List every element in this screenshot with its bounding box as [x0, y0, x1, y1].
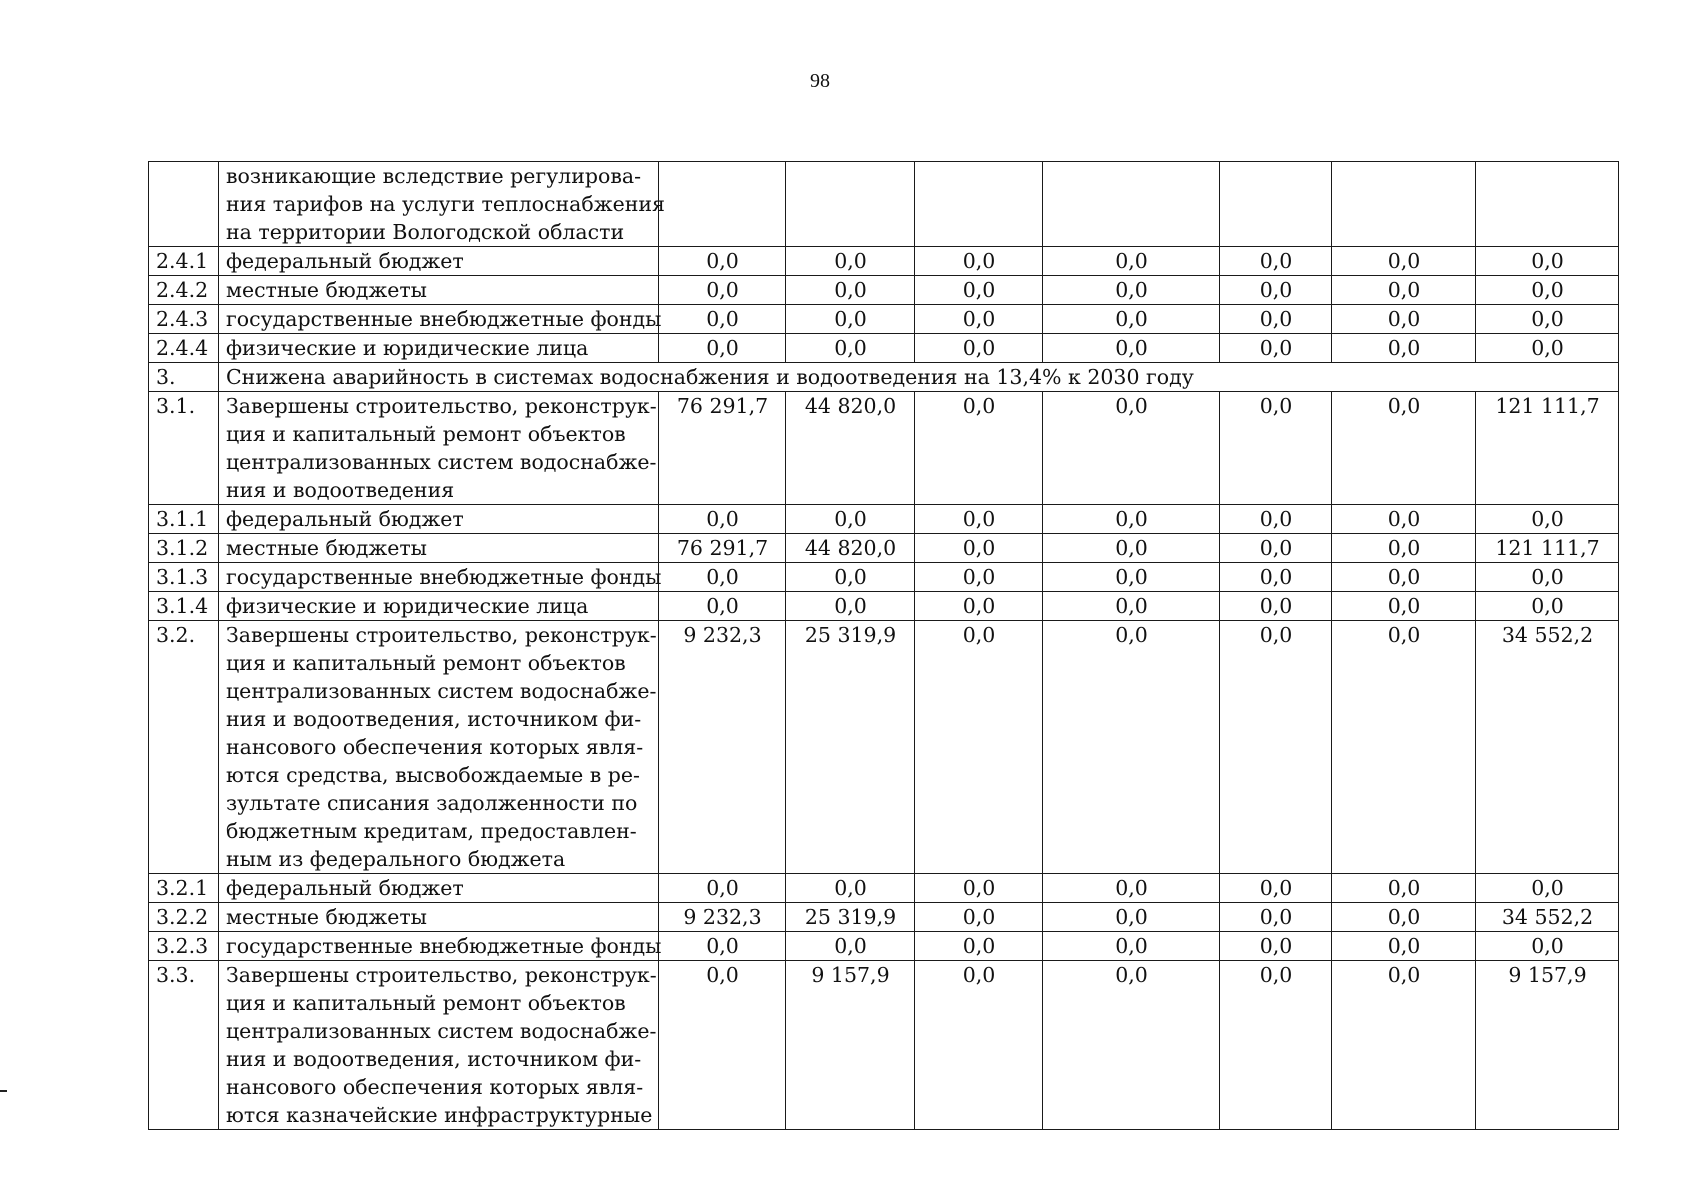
table-row — [149, 247, 1619, 276]
row-name — [219, 932, 662, 961]
value-cell: 0,0 — [915, 932, 1043, 961]
value-cell: 0,0 — [659, 592, 786, 621]
value-cell: 0,0 — [1476, 334, 1619, 363]
value-cell: 0,0 — [1220, 592, 1332, 621]
value-cell: 0,0 — [915, 392, 1043, 505]
value-cell: 0,0 — [1476, 932, 1619, 961]
row-name-line: возникающие вследствие регулирова- — [226, 164, 642, 188]
row-name-line: ция и капитальный ремонт объектов — [226, 422, 626, 446]
value-cell: 0,0 — [1220, 276, 1332, 305]
value-cell: 0,0 — [1043, 276, 1220, 305]
value-cell: 0,0 — [1220, 563, 1332, 592]
value-cell: 0,0 — [1220, 961, 1332, 1130]
value-cell: 0,0 — [786, 276, 915, 305]
value-cell: 0,0 — [786, 592, 915, 621]
value-cell: 0,0 — [786, 505, 915, 534]
value-cell: 0,0 — [1332, 874, 1476, 903]
row-name-line: ются казначейские инфраструктурные — [226, 1103, 653, 1127]
row-name-line: ния и водоотведения, источником фи- — [226, 707, 642, 731]
value-cell: 0,0 — [1220, 874, 1332, 903]
row-code: 3.2.1 — [149, 874, 219, 903]
value-cell: 25 319,9 — [786, 903, 915, 932]
value-cell: 0,0 — [1476, 505, 1619, 534]
value-cell: 0,0 — [1043, 505, 1220, 534]
table-row — [149, 621, 1619, 874]
row-name-line: на территории Вологодской области — [226, 220, 625, 244]
row-name-line: местные бюджеты — [226, 536, 427, 560]
value-cell: 0,0 — [1043, 874, 1220, 903]
value-cell — [1220, 162, 1332, 247]
value-cell: 0,0 — [915, 334, 1043, 363]
value-cell: 0,0 — [1476, 563, 1619, 592]
budget-table — [148, 161, 1619, 1130]
row-code: 2.4.3 — [149, 305, 219, 334]
row-name — [219, 505, 659, 534]
value-cell: 0,0 — [659, 932, 786, 961]
table-row — [149, 932, 1619, 961]
row-name — [219, 621, 659, 874]
row-name-line: нансового обеспечения которых явля- — [226, 735, 644, 759]
value-cell: 0,0 — [1220, 903, 1332, 932]
value-cell: 0,0 — [915, 276, 1043, 305]
row-code: 3.1.3 — [149, 563, 219, 592]
value-cell: 0,0 — [1332, 961, 1476, 1130]
row-name-line: бюджетным кредитам, предоставлен- — [226, 819, 637, 843]
row-name-line: физические и юридические лица — [226, 336, 589, 360]
value-cell: 0,0 — [1220, 392, 1332, 505]
row-code: 2.4.2 — [149, 276, 219, 305]
value-cell: 0,0 — [1332, 932, 1476, 961]
value-cell: 0,0 — [786, 305, 915, 334]
value-cell: 0,0 — [1043, 563, 1220, 592]
row-code: 3.2.2 — [149, 903, 219, 932]
value-cell: 0,0 — [1476, 592, 1619, 621]
value-cell: 34 552,2 — [1476, 621, 1619, 874]
value-cell: 0,0 — [915, 563, 1043, 592]
value-cell: 0,0 — [659, 276, 786, 305]
value-cell: 0,0 — [915, 621, 1043, 874]
value-cell — [1332, 162, 1476, 247]
row-code: 3.2.3 — [149, 932, 219, 961]
value-cell: 76 291,7 — [659, 534, 786, 563]
value-cell: 0,0 — [1332, 534, 1476, 563]
value-cell: 0,0 — [1476, 305, 1619, 334]
value-cell — [659, 162, 786, 247]
value-cell: 0,0 — [1043, 932, 1220, 961]
row-name — [219, 392, 659, 505]
row-name-line: федеральный бюджет — [226, 507, 464, 531]
value-cell: 9 232,3 — [659, 903, 786, 932]
value-cell: 0,0 — [1332, 505, 1476, 534]
value-cell: 9 157,9 — [1476, 961, 1619, 1130]
value-cell: 0,0 — [915, 534, 1043, 563]
row-code: 3.2. — [149, 621, 219, 874]
table-row — [149, 903, 1619, 932]
margin-mark — [0, 1090, 7, 1092]
row-name-line: ются средства, высвобождаемые в ре- — [226, 763, 640, 787]
row-name — [219, 247, 659, 276]
table-row — [149, 305, 1619, 334]
value-cell: 0,0 — [915, 903, 1043, 932]
row-code: 3. — [149, 363, 219, 392]
value-cell: 0,0 — [1476, 276, 1619, 305]
row-name-line: физические и юридические лица — [226, 594, 589, 618]
value-cell: 0,0 — [1220, 334, 1332, 363]
value-cell: 0,0 — [1043, 961, 1220, 1130]
row-name-line: местные бюджеты — [226, 905, 427, 929]
value-cell: 0,0 — [1043, 592, 1220, 621]
value-cell: 0,0 — [786, 334, 915, 363]
row-code: 3.1.2 — [149, 534, 219, 563]
row-name-line: ния и водоотведения, источником фи- — [226, 1047, 642, 1071]
section-title: Снижена аварийность в системах водоснабжения и водоотведения на 13,4% к 2030 году — [219, 363, 1619, 392]
value-cell: 0,0 — [1220, 534, 1332, 563]
row-name — [219, 534, 659, 563]
value-cell: 0,0 — [915, 505, 1043, 534]
row-name-line: государственные внебюджетные фонды — [226, 934, 662, 958]
value-cell: 0,0 — [786, 247, 915, 276]
row-name-line: Завершены строительство, реконструк- — [226, 623, 657, 647]
row-name-line: централизованных систем водоснабже- — [226, 450, 657, 474]
value-cell: 0,0 — [1332, 276, 1476, 305]
row-code: 3.1.1 — [149, 505, 219, 534]
value-cell: 0,0 — [1220, 621, 1332, 874]
value-cell: 0,0 — [915, 874, 1043, 903]
value-cell: 0,0 — [659, 247, 786, 276]
table-row — [149, 276, 1619, 305]
value-cell: 0,0 — [915, 247, 1043, 276]
value-cell: 0,0 — [915, 592, 1043, 621]
page-number: 98 — [810, 70, 830, 92]
value-cell: 0,0 — [1332, 621, 1476, 874]
row-name-line: государственные внебюджетные фонды — [226, 307, 662, 331]
row-name — [219, 874, 659, 903]
value-cell: 0,0 — [659, 563, 786, 592]
value-cell: 0,0 — [1332, 903, 1476, 932]
row-name-line: ным из федерального бюджета — [226, 847, 566, 871]
table-row — [149, 961, 1619, 1130]
row-name-line: ция и капитальный ремонт объектов — [226, 651, 626, 675]
table-row — [149, 563, 1619, 592]
value-cell — [786, 162, 915, 247]
row-code: 2.4.4 — [149, 334, 219, 363]
row-name-line: местные бюджеты — [226, 278, 427, 302]
table-row — [149, 505, 1619, 534]
row-name-line: централизованных систем водоснабже- — [226, 679, 657, 703]
row-name-line: централизованных систем водоснабже- — [226, 1019, 657, 1043]
row-name-line: ния тарифов на услуги теплоснабжения — [226, 192, 665, 216]
table-row — [149, 592, 1619, 621]
value-cell: 0,0 — [1220, 247, 1332, 276]
value-cell — [1043, 162, 1220, 247]
value-cell: 76 291,7 — [659, 392, 786, 505]
value-cell: 121 111,7 — [1476, 392, 1619, 505]
row-name-line: Завершены строительство, реконструк- — [226, 963, 657, 987]
value-cell: 0,0 — [1332, 247, 1476, 276]
table-row — [149, 162, 1619, 247]
value-cell: 9 232,3 — [659, 621, 786, 874]
row-name-line: федеральный бюджет — [226, 876, 464, 900]
value-cell: 44 820,0 — [786, 534, 915, 563]
value-cell: 9 157,9 — [786, 961, 915, 1130]
row-name-line: государственные внебюджетные фонды — [226, 565, 662, 589]
table-row — [149, 392, 1619, 505]
row-code — [149, 162, 219, 247]
row-name — [219, 961, 659, 1130]
value-cell: 0,0 — [1332, 592, 1476, 621]
row-name — [219, 334, 659, 363]
row-code: 3.3. — [149, 961, 219, 1130]
row-name-line: Завершены строительство, реконструк- — [226, 394, 657, 418]
value-cell: 0,0 — [659, 961, 786, 1130]
value-cell: 34 552,2 — [1476, 903, 1619, 932]
value-cell: 0,0 — [1043, 392, 1220, 505]
row-name-line: ния и водоотведения — [226, 478, 455, 502]
row-name — [219, 305, 662, 334]
value-cell: 0,0 — [786, 932, 915, 961]
value-cell — [915, 162, 1043, 247]
value-cell: 0,0 — [1476, 874, 1619, 903]
value-cell: 0,0 — [1043, 334, 1220, 363]
value-cell: 0,0 — [659, 305, 786, 334]
value-cell: 0,0 — [915, 305, 1043, 334]
value-cell: 0,0 — [659, 874, 786, 903]
row-name-line: ция и капитальный ремонт объектов — [226, 991, 626, 1015]
table-body — [149, 162, 1619, 1130]
value-cell: 0,0 — [786, 563, 915, 592]
value-cell: 0,0 — [915, 961, 1043, 1130]
table-row — [149, 334, 1619, 363]
row-name-line: зультате списания задолженности по — [226, 791, 638, 815]
row-name-line: нансового обеспечения которых явля- — [226, 1075, 644, 1099]
value-cell: 0,0 — [1476, 247, 1619, 276]
value-cell: 0,0 — [659, 334, 786, 363]
value-cell: 0,0 — [1332, 305, 1476, 334]
row-name — [219, 563, 662, 592]
value-cell: 0,0 — [659, 505, 786, 534]
table-row — [149, 363, 1619, 392]
row-name-line: федеральный бюджет — [226, 249, 464, 273]
value-cell: 0,0 — [1043, 534, 1220, 563]
value-cell: 0,0 — [1220, 305, 1332, 334]
value-cell — [1476, 162, 1619, 247]
value-cell: 0,0 — [1220, 932, 1332, 961]
value-cell: 0,0 — [1043, 903, 1220, 932]
value-cell: 0,0 — [1043, 305, 1220, 334]
value-cell: 44 820,0 — [786, 392, 915, 505]
row-name — [219, 162, 665, 247]
table-row — [149, 874, 1619, 903]
row-name — [219, 903, 659, 932]
row-name — [219, 276, 659, 305]
value-cell: 121 111,7 — [1476, 534, 1619, 563]
row-name — [219, 592, 659, 621]
table-row — [149, 534, 1619, 563]
row-code: 2.4.1 — [149, 247, 219, 276]
value-cell: 0,0 — [1043, 621, 1220, 874]
value-cell: 0,0 — [786, 874, 915, 903]
value-cell: 0,0 — [1220, 505, 1332, 534]
value-cell: 25 319,9 — [786, 621, 915, 874]
value-cell: 0,0 — [1332, 334, 1476, 363]
value-cell: 0,0 — [1332, 563, 1476, 592]
value-cell: 0,0 — [1043, 247, 1220, 276]
row-code: 3.1. — [149, 392, 219, 505]
value-cell: 0,0 — [1332, 392, 1476, 505]
row-code: 3.1.4 — [149, 592, 219, 621]
